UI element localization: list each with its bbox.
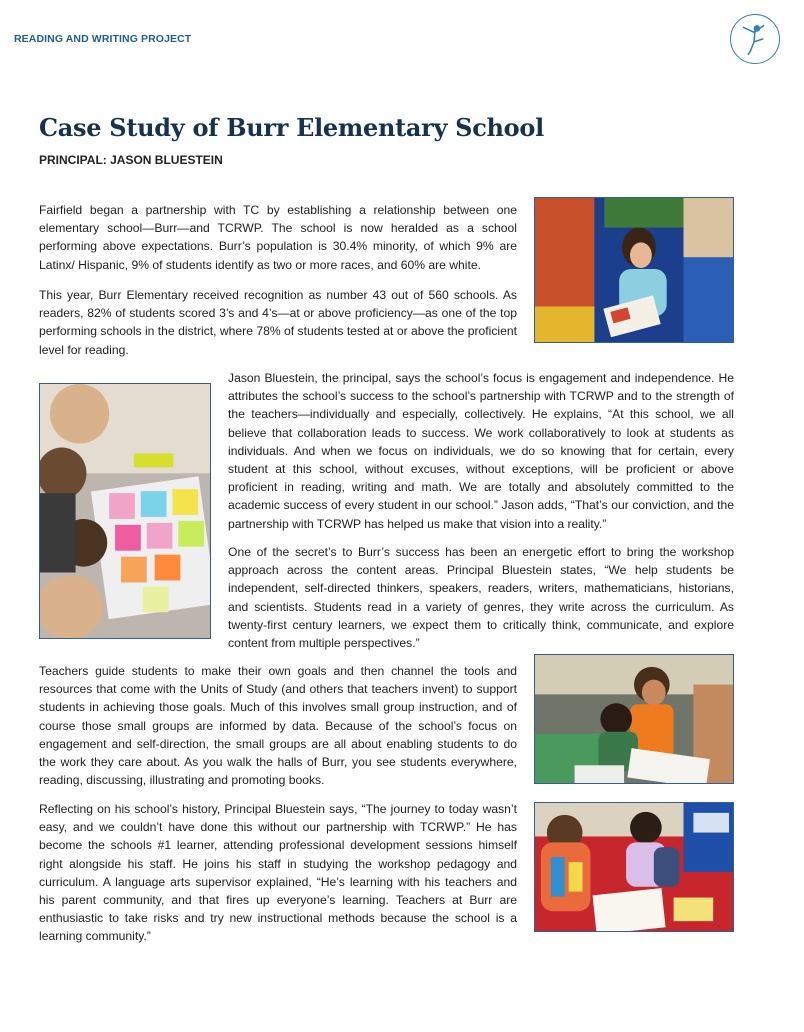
principal-subtitle: PRINCIPAL: JASON BLUESTEIN bbox=[39, 153, 223, 167]
paragraph-principal-focus: Jason Bluestein, the principal, says the school’s focus is engagement and independence. He attributes the school’s success to the school’s partnership with TCRWP and to the strength of the teachers—individually and especially, collectively. He explains, “At this school, we all believe that collaboration leads to success. We work collaboratively to look at students as individuals. And when we focus on individuals, we do so knowing that for certain, every student at this school, without excuses, without exceptions, will be proficient or above proficient in reading, writing and math. We are totally and absolutely committed to the academic success of every student in our school.” Jason adds, “That’s our conviction, and the partnership with TCRWP has helped us make that vision into a reality.” bbox=[228, 371, 734, 531]
paragraph-intro: Fairfield began a partnership with TC by establishing a relationship between one elementary school—Burr—and TCRWP. The school is now heralded as a school performing above expectations. Burr’s population is 30.4% minority, of which 9% are Latinx/ Hispanic, 9% of students identify as two or more races, and 60% are white. bbox=[39, 203, 517, 272]
dancer-logo-icon bbox=[730, 14, 780, 64]
paragraph-recognition: This year, Burr Elementary received recognition as number 43 out of 560 schools. As readers, 82% of students scored 3’s and 4’s—at or above proficiency—as one of the top performing schools in the district, where 78% of students tested at or above the proficient level for reading. bbox=[39, 288, 517, 357]
paragraph-teachers-guide: Teachers guide students to make their own goals and then channel the tools and resources that come with the Units of Study (and others that teachers invent) to support students in achieving those goals. Much of this involves small group instruction, and of course those small groups are informed by data. Because of the school’s focus on engagement and self-direction, the small groups are all about enabling students to do the work they care about. As you walk the halls of Burr, you see students everywhere, reading, discussing, illustrating and promoting books. bbox=[39, 664, 517, 788]
girl-reading-on-carpet-photo bbox=[534, 197, 734, 343]
section-label: READING AND WRITING PROJECT bbox=[14, 33, 192, 45]
students-at-table-photo bbox=[534, 654, 734, 784]
students-with-sticky-notes-photo bbox=[39, 383, 211, 639]
page-title: Case Study of Burr Elementary School bbox=[39, 113, 544, 142]
students-writing-on-floor-photo bbox=[534, 802, 734, 932]
paragraph-reflection: Reflecting on his school’s history, Principal Bluestein says, “The journey to today wasn’t easy, and we couldn’t have done this without our partnership with TCRWP.” He has become the schools #1 learner, attending professional development sessions himself right alongside his staff. He joins his staff in studying the workshop pedagogy and curriculum. A language arts supervisor explained, “He’s learning with his teachers and his parent community, and that fires up everyone’s learning. Teachers at Burr are enthusiastic to take risks and try new instructional methods because the school is a learning community.” bbox=[39, 802, 517, 944]
paragraph-workshop-approach: One of the secret’s to Burr’s success has been an energetic effort to bring the workshop approach across the content areas. Principal Bluestein states, “We help students be independent, self-directed thinkers, speakers, readers, writers, mathematicians, historians, and scientists. Students read in a variety of genres, they write across the curriculum. As twenty-first century learners, we expect them to critically think, communicate, and explore content from multiple perspectives.” bbox=[228, 545, 734, 651]
